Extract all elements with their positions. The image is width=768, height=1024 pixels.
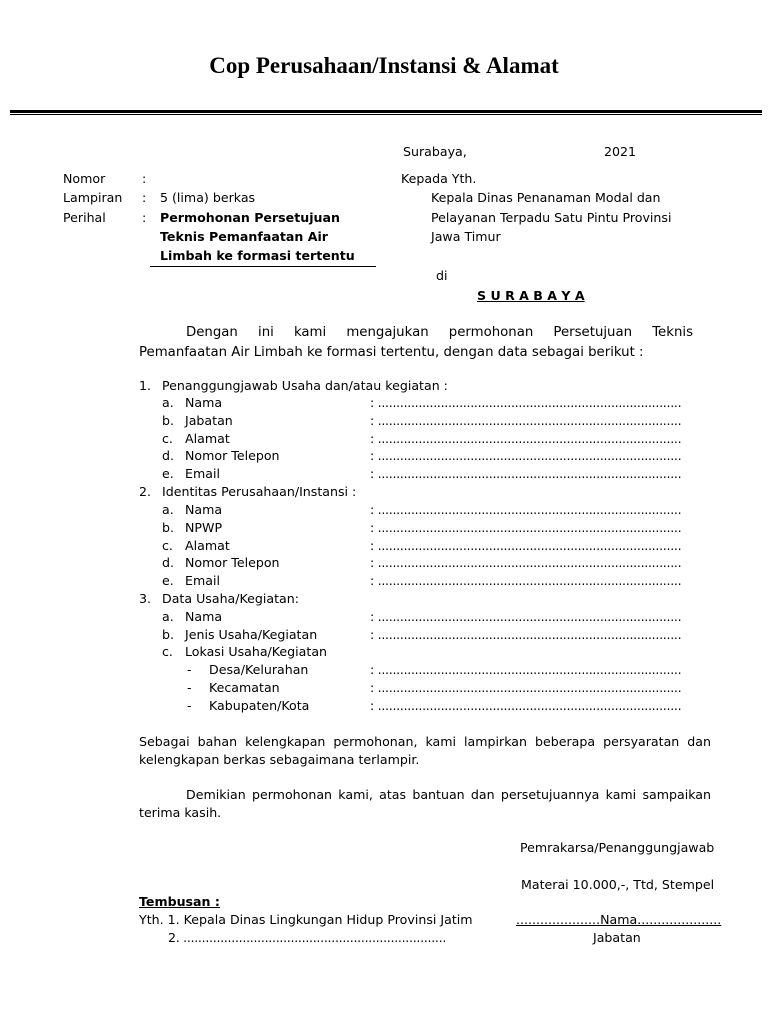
item-marker: e. bbox=[162, 466, 174, 481]
item-marker: b. bbox=[162, 413, 174, 428]
signature-stamp: Materai 10.000,-, Ttd, Stempel bbox=[521, 877, 715, 892]
field-label-alamat: Alamat bbox=[185, 538, 230, 553]
subitem-marker: - bbox=[187, 662, 192, 677]
fill-in-line: : .................................................................................. bbox=[370, 520, 682, 535]
item-marker: c. bbox=[162, 431, 173, 446]
intro-line-1: Dengan ini kami mengajukan permohonan Persetujuan Teknis bbox=[186, 325, 693, 340]
section-1-title: Penanggungjawab Usaha dan/atau kegiatan : bbox=[162, 378, 448, 393]
section-2-number: 2. bbox=[139, 484, 152, 499]
date-year: 2021 bbox=[604, 144, 637, 159]
intro-line-2: Pemanfaatan Air Limbah ke formasi tertentu, dengan data sebagai berikut : bbox=[139, 345, 644, 360]
field-label-nama: Nama bbox=[185, 609, 223, 624]
cc-heading: Tembusan : bbox=[139, 894, 220, 909]
lampiran-colon: : bbox=[142, 190, 147, 205]
fill-in-line: : .................................................................................. bbox=[370, 395, 682, 410]
field-label-kabupaten: Kabupaten/Kota bbox=[209, 698, 310, 713]
item-marker: a. bbox=[162, 395, 174, 410]
item-marker: a. bbox=[162, 609, 174, 624]
subitem-marker: - bbox=[187, 698, 192, 713]
fill-in-line: : .................................................................................. bbox=[370, 413, 682, 428]
letterhead-title: Cop Perusahaan/Instansi & Alamat bbox=[209, 53, 559, 78]
field-label-npwp: NPWP bbox=[185, 520, 223, 535]
field-label-jabatan: Jabatan bbox=[185, 413, 233, 428]
fill-in-line: : .................................................................................. bbox=[370, 555, 682, 570]
recipient-city: S U R A B A Y A bbox=[477, 288, 585, 303]
item-marker: e. bbox=[162, 573, 174, 588]
attachment-note-line-2: kelengkapan berkas sebagaimana terlampir. bbox=[139, 752, 420, 767]
perihal-underline bbox=[150, 266, 376, 267]
closing-line-2: terima kasih. bbox=[139, 805, 222, 820]
nomor-label: Nomor bbox=[63, 171, 106, 186]
subitem-marker: - bbox=[187, 680, 192, 695]
field-label-lokasi: Lokasi Usaha/Kegiatan bbox=[185, 644, 328, 659]
fill-in-line: : .................................................................................. bbox=[370, 466, 682, 481]
item-marker: d. bbox=[162, 448, 174, 463]
section-3-number: 3. bbox=[139, 591, 152, 606]
recipient-line-3: Jawa Timur bbox=[431, 229, 501, 244]
signature-position: Jabatan bbox=[593, 930, 641, 945]
recipient-line-2: Pelayanan Terpadu Satu Pintu Provinsi bbox=[431, 210, 672, 225]
fill-in-line: : .................................................................................. bbox=[370, 609, 682, 624]
fill-in-line: : .................................................................................. bbox=[370, 573, 682, 588]
perihal-colon: : bbox=[142, 210, 147, 225]
item-marker: a. bbox=[162, 502, 174, 517]
closing-line-1: Demikian permohonan kami, atas bantuan dan persetujuannya kami sampaikan bbox=[186, 787, 711, 802]
letterhead-rule-thin bbox=[10, 114, 762, 115]
perihal-line-2: Teknis Pemanfaatan Air bbox=[160, 229, 328, 244]
nomor-colon: : bbox=[142, 171, 147, 186]
cc-line-1: Yth. 1. Kepala Dinas Lingkungan Hidup Provinsi Jatim bbox=[139, 912, 473, 927]
field-label-nama: Nama bbox=[185, 395, 223, 410]
letterhead-rule-thick bbox=[10, 110, 762, 113]
section-3-title: Data Usaha/Kegiatan: bbox=[162, 591, 299, 606]
attachment-note-line-1: Sebagai bahan kelengkapan permohonan, kami lampirkan beberapa persyaratan dan bbox=[139, 734, 711, 749]
fill-in-line: : .................................................................................. bbox=[370, 680, 682, 695]
signature-name: .....................Nama..................... bbox=[516, 912, 722, 927]
field-label-nomor-telepon: Nomor Telepon bbox=[185, 448, 280, 463]
field-label-nama: Nama bbox=[185, 502, 223, 517]
field-label-email: Email bbox=[185, 466, 220, 481]
item-marker: b. bbox=[162, 520, 174, 535]
recipient-di: di bbox=[436, 268, 448, 283]
fill-in-line: : .................................................................................. bbox=[370, 448, 682, 463]
field-label-email: Email bbox=[185, 573, 220, 588]
signature-role: Pemrakarsa/Penanggungjawab bbox=[520, 840, 715, 855]
lampiran-label: Lampiran bbox=[63, 190, 123, 205]
date-city: Surabaya, bbox=[403, 144, 467, 159]
lampiran-value: 5 (lima) berkas bbox=[160, 190, 256, 205]
item-marker: c. bbox=[162, 644, 173, 659]
field-label-alamat: Alamat bbox=[185, 431, 230, 446]
recipient-greeting: Kepada Yth. bbox=[401, 171, 477, 186]
recipient-line-1: Kepala Dinas Penanaman Modal dan bbox=[431, 190, 661, 205]
fill-in-line: : .................................................................................. bbox=[370, 627, 682, 642]
section-1-number: 1. bbox=[139, 378, 152, 393]
field-label-jenis-usaha: Jenis Usaha/Kegiatan bbox=[185, 627, 318, 642]
perihal-line-3: Limbah ke formasi tertentu bbox=[160, 248, 355, 263]
section-2-title: Identitas Perusahaan/Instansi : bbox=[162, 484, 357, 499]
field-label-nomor-telepon: Nomor Telepon bbox=[185, 555, 280, 570]
perihal-line-1: Permohonan Persetujuan bbox=[160, 210, 340, 225]
item-marker: c. bbox=[162, 538, 173, 553]
perihal-label: Perihal bbox=[63, 210, 106, 225]
fill-in-line: : .................................................................................. bbox=[370, 662, 682, 677]
item-marker: d. bbox=[162, 555, 174, 570]
fill-in-line: : .................................................................................. bbox=[370, 538, 682, 553]
field-label-kecamatan: Kecamatan bbox=[209, 680, 280, 695]
fill-in-line: : .................................................................................. bbox=[370, 698, 682, 713]
field-label-desa: Desa/Kelurahan bbox=[209, 662, 309, 677]
fill-in-line: : .................................................................................. bbox=[370, 502, 682, 517]
fill-in-line: : .................................................................................. bbox=[370, 431, 682, 446]
item-marker: b. bbox=[162, 627, 174, 642]
cc-line-2: 2. ....................................................................... bbox=[168, 930, 447, 945]
